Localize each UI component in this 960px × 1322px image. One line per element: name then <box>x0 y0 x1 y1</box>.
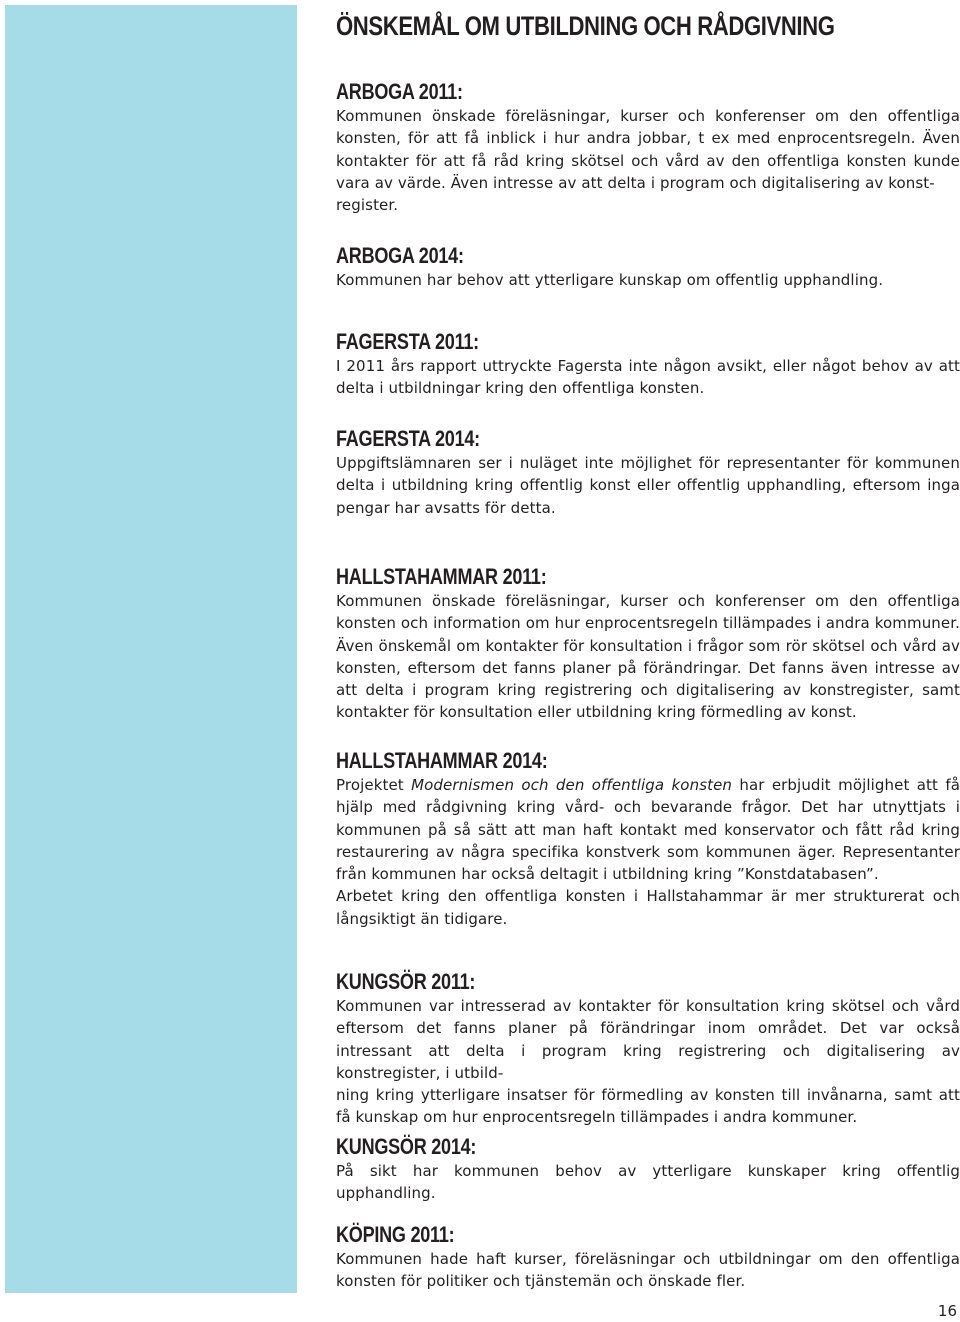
section-heading: FAGERSTA 2014: <box>336 426 480 451</box>
section-arboga-2014 <box>336 243 960 291</box>
section-arboga-2011 <box>336 79 960 216</box>
section-kungsor-2011 <box>336 969 960 1129</box>
section-kungsor-2014 <box>336 1134 960 1205</box>
section-text: Uppgiftslämnaren ser i nuläget inte möjlighet för representanter för kommunen delta i utbildning kring offentlig konst eller offentlig upphandling, eftersom inga pengar har avsatts för detta. <box>336 454 960 517</box>
section-heading: FAGERSTA 2011: <box>336 329 479 354</box>
section-heading: ARBOGA 2011: <box>336 79 463 104</box>
section-heading: ARBOGA 2014: <box>336 243 464 268</box>
section-text <box>336 774 960 930</box>
section-heading: HALLSTAHAMMAR 2014: <box>336 748 548 773</box>
section-text: Kommunen önskade föreläsningar, kurser och konferenser om den offentliga konsten, för att få inblick i hur andra jobbar, t ex med enprocentsregeln. Även kontakter för att få råd kring skötsel och vård av den offentliga konsten kunde vara av värde. Även intresse av att delta i program och digitalisering av konst- register. <box>336 107 960 215</box>
section-text: I 2011 års rapport uttryckte Fagersta inte någon avsikt, eller något behov av att delta i utbildningar kring den offentliga konsten. <box>336 357 960 398</box>
section-text: Kommunen var intresserad av kontakter för konsultation kring skötsel och vård eftersom det fanns planer på förändringar inom området. Det var också intressant att delta i program kring registrering och digitalisering av konstregister, i utbild- ning kring ytterligare insatser för förmedling av konsten till invånarna, samt att få kunskap om hur enprocentsregeln tillämpades i andra kommuner. <box>336 997 960 1127</box>
section-fagersta-2011 <box>336 329 960 400</box>
section-heading: KUNGSÖR 2014: <box>336 1134 477 1159</box>
section-hallstahammar-2011 <box>336 564 960 724</box>
section-hallstahammar-2014 <box>336 748 960 930</box>
section-fagersta-2014 <box>336 426 960 519</box>
section-heading: KÖPING 2011: <box>336 1222 455 1247</box>
text-before: Projektet <box>336 776 412 794</box>
text-after: har erbjudit möjlighet att få hjälp med rådgivning kring vård- och bevarande frågor. Det har utnyttjats i kommunen på så sätt att man haft kontakt med konservator och fått råd kring restaurering av några specifika konstverk som kommunen äger. Representanter från kommunen har också deltagit i utbildning kring ”Konstdatabasen”. Arbetet kring den offentliga konsten i Hallstahammar är mer strukturerat och långsiktigt än tidigare. <box>336 776 960 928</box>
section-heading: HALLSTAHAMMAR 2011: <box>336 564 547 589</box>
page-title: ÖNSKEMÅL OM UTBILDNING OCH RÅDGIVNING <box>336 11 835 41</box>
section-text: Kommunen har behov att ytterligare kunskap om offentlig upphandling. <box>336 271 884 289</box>
section-text: Kommunen önskade föreläsningar, kurser och konferenser om den offentliga konsten och information om hur enprocentsregeln tillämpades i andra kommuner. Även önskemål om kontakter för konsultation i frågor som rör skötsel och vård av konsten, eftersom det fanns planer på förändringar. Det fanns även intresse av att delta i program kring registrering och digitalisering av konstregister, samt kontakter för konsultation eller utbildning kring förmedling av konst. <box>336 592 960 722</box>
project-title: Modernismen och den offentliga konsten <box>411 776 733 794</box>
page-number: 16 <box>937 1302 957 1320</box>
section-koping-2011 <box>336 1222 960 1293</box>
section-heading: KUNGSÖR 2011: <box>336 969 476 994</box>
section-text: På sikt har kommunen behov av ytterligare kunskaper kring offentlig upphandling. <box>336 1162 960 1203</box>
section-text: Kommunen hade haft kurser, föreläsningar och utbildningar om den offentliga konsten för politiker och tjänstemän och önskade fler. <box>336 1250 960 1291</box>
sidebar-color-panel <box>5 5 297 1293</box>
